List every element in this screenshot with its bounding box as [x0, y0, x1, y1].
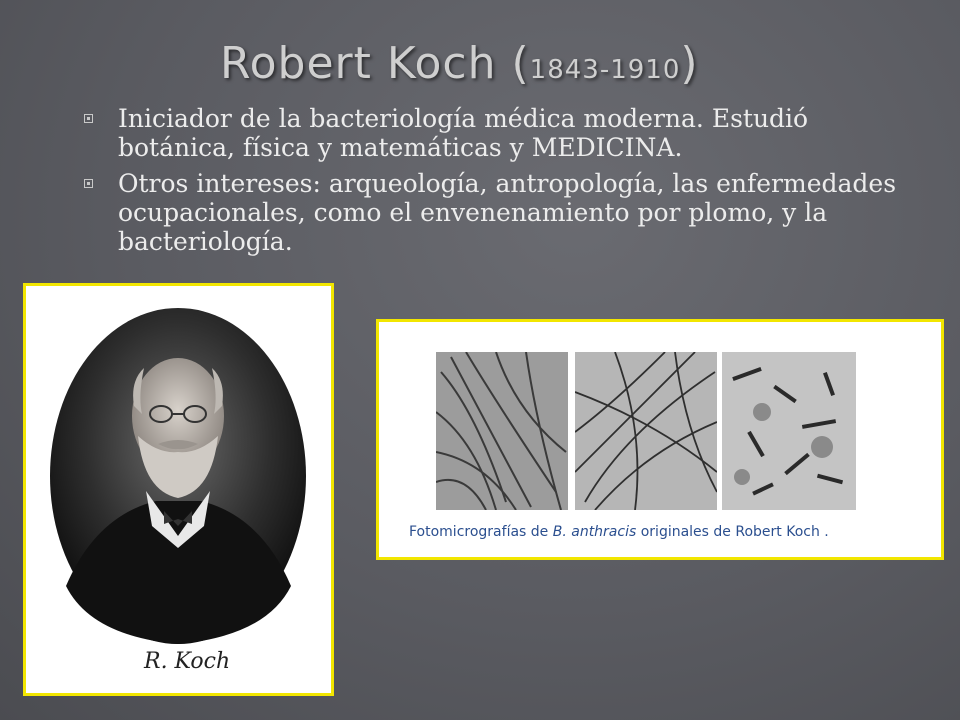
title-close: ): [680, 38, 699, 89]
signature: R. Koch: [144, 649, 231, 674]
micrograph-panel-3: [722, 352, 856, 510]
slide-title: [220, 38, 699, 89]
square-bullet-icon: [84, 179, 93, 188]
micrograph-figure: [376, 319, 944, 560]
micrograph-panel-1: [436, 352, 568, 510]
portrait-image: [23, 283, 334, 696]
bullet-item: [84, 104, 924, 162]
square-bullet-icon: [84, 114, 93, 123]
caption-species: B. anthracis: [552, 524, 637, 540]
micrograph-panel-2: [575, 352, 717, 510]
bullet-list: [84, 104, 924, 263]
title-years: 1843-1910: [529, 55, 681, 85]
bullet-text: Otros intereses: arqueología, antropología, las enfermedades ocupacionales, como el envenenamiento por plomo, y la bacteriología.: [118, 169, 897, 256]
micrograph-caption: [409, 524, 829, 540]
caption-text-end: originales de Robert Koch .: [636, 524, 829, 540]
bullet-item: [84, 169, 924, 256]
caption-text: Fotomicrografías de: [409, 524, 553, 540]
portrait-illustration: [26, 286, 331, 693]
title-text: Robert Koch (: [220, 38, 530, 89]
bullet-text: Iniciador de la bacteriología médica moderna. Estudió botánica, física y matemáticas y MEDICINA.: [118, 104, 809, 162]
